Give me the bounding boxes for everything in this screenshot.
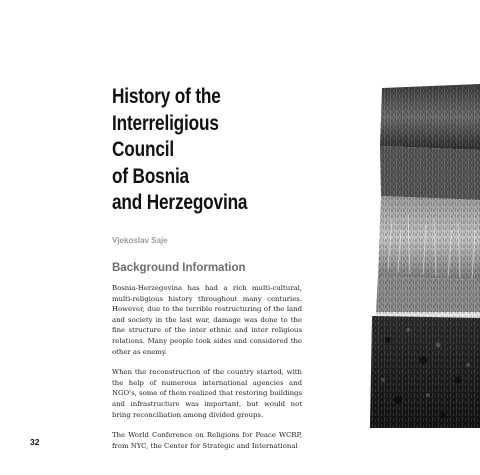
grass-photo (368, 80, 480, 428)
article-title (112, 84, 276, 217)
title-line: and Herzegovina (112, 191, 248, 214)
article-body (112, 283, 302, 461)
title-line: Interreligious (112, 111, 219, 135)
page-number: 32 (30, 437, 40, 447)
body-paragraph: When the reconstruction of the country started, with the help of numerous international agencies and NGO's, some of them realized that restoring buildings and infrastructure was important, but would not bring reconciliation among divided groups. (112, 368, 302, 419)
author-name: Vjekoslav Saje (112, 236, 168, 245)
section-heading: Background Information (112, 262, 246, 274)
title-line: History of the (112, 85, 221, 108)
body-paragraph: Bosnia-Herzegovina has had a rich multi-cultural, multi-religious history throughout many centuries. However, due to the terrible restructuring of the land and society in the last war, damage was done to the fine structure of the inter ethnic and inter religious relations. Many people took sides and considered the other as enemy. (112, 284, 302, 356)
body-paragraph: The World Conference on Religions for Peace WCRP, from NYC, the Center for Strategic and International (112, 431, 302, 450)
title-line: Council (112, 138, 174, 161)
title-line: of Bosnia (112, 164, 189, 188)
